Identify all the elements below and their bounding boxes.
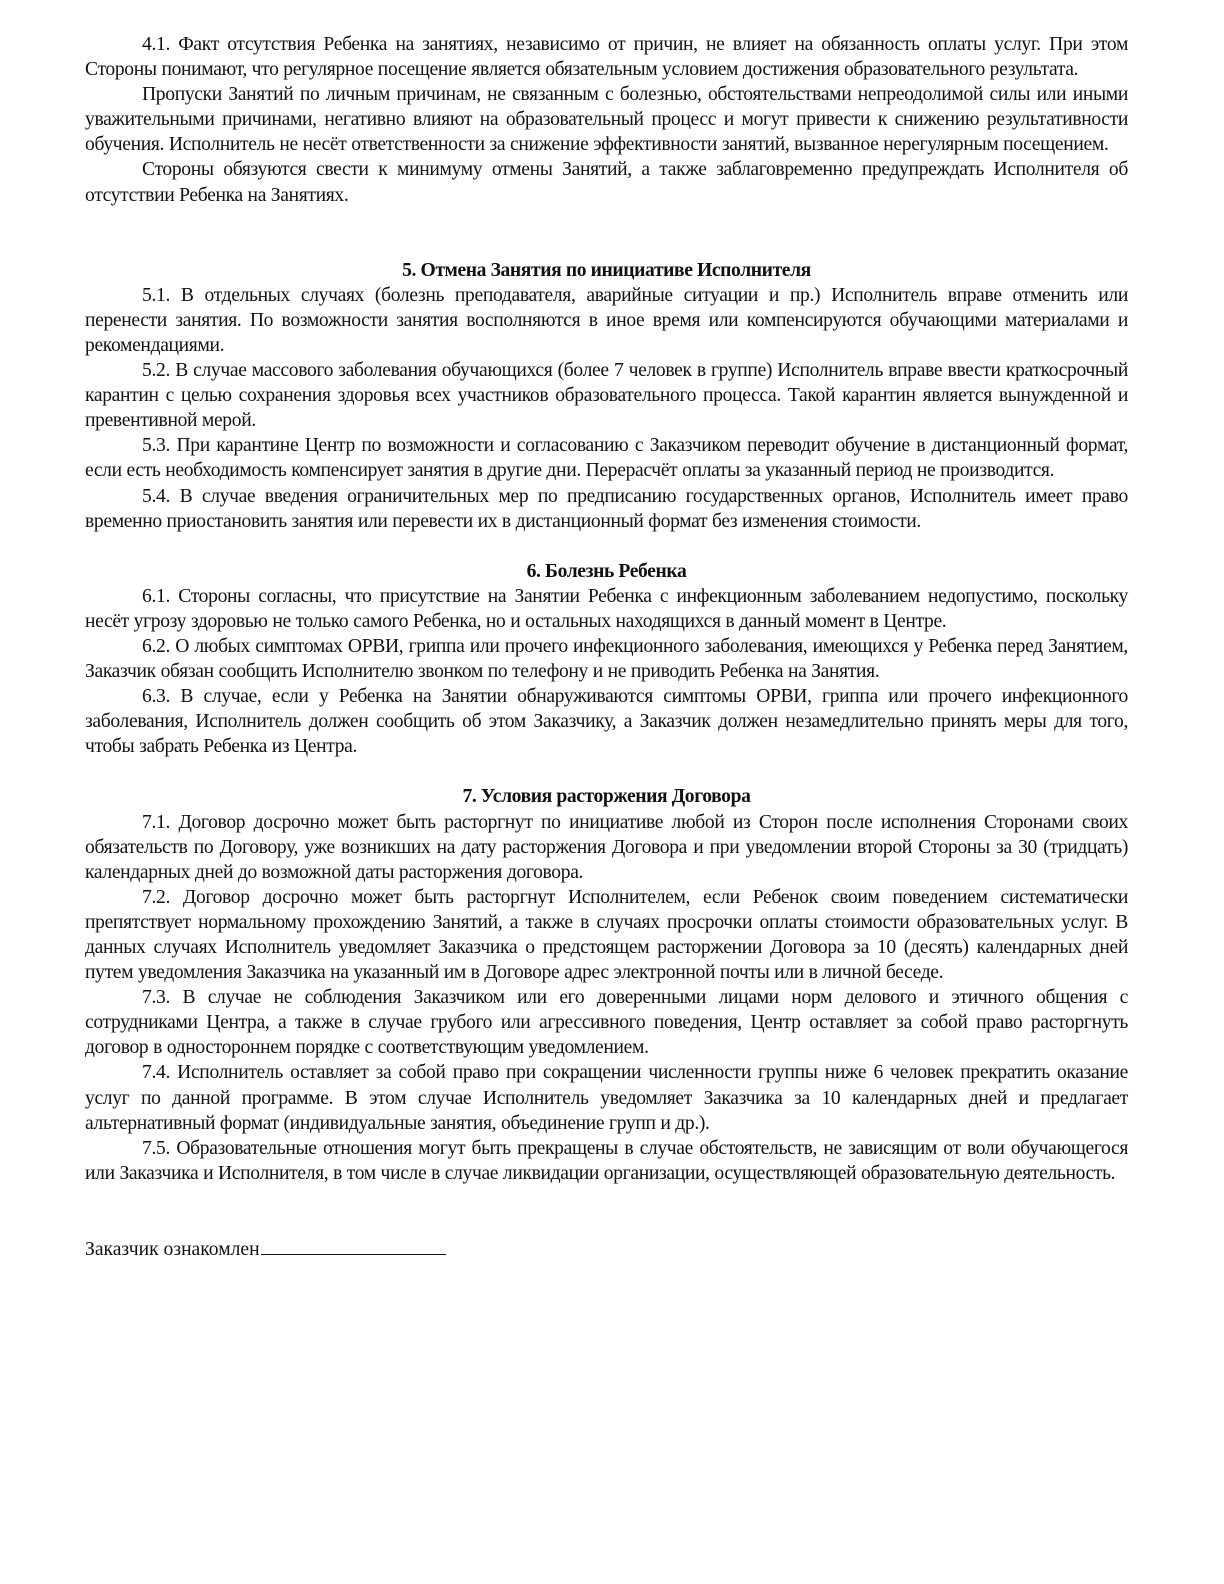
spacer bbox=[85, 1186, 1128, 1236]
section-5-cancellation-by-executor bbox=[85, 258, 1128, 534]
clause-7-3: 7.3. В случае не соблюдения Заказчиком или его доверенными лицами норм делового и этичного общения с сотрудниками Центра, а также в случае грубого или агрессивного поведения, Центр оставляет за собой право расторгнуть договор в одностороннем порядке с соответствующим уведомлением. bbox=[85, 987, 1128, 1059]
document-page bbox=[85, 32, 1128, 1262]
section-7-termination bbox=[85, 784, 1128, 1186]
clause-7-2: 7.2. Договор досрочно может быть расторгнут Исполнителем, если Ребенок своим поведением систематически препятствует нормальному прохождению Занятий, а также в случаях просрочки оплаты стоимости образовательных услуг. В данных случаях Исполнитель уведомляет Заказчика о предстоящем расторжении Договора за 10 (десять) календарных дней путем уведомления Заказчика на указанный им в Договоре адрес электронной почты или в личной беседе. bbox=[85, 886, 1128, 984]
spacer bbox=[85, 208, 1128, 258]
clause-7-4: 7.4. Исполнитель оставляет за собой право при сокращении численности группы ниже 6 человек прекратить оказание услуг по данной программе. В этом случае Исполнитель уведомляет Заказчика за 10 календарных дней и предлагает альтернативный формат (индивидуальные занятия, объединение групп и др.). bbox=[85, 1062, 1128, 1134]
spacer bbox=[85, 534, 1128, 559]
acknowledgement-label: Заказчик ознакомлен bbox=[85, 1238, 260, 1260]
clause-4-1-missed-classes: Пропуски Занятий по личным причинам, не связанным с болезнью, обстоятельствами непреодолимой силы или иными уважительными причинами, негативно влияют на образовательный процесс и могут привести к снижению результативности обучения. Исполнитель не несёт ответственности за снижение эффективности занятий, вызванное нерегулярным посещением. bbox=[85, 84, 1128, 156]
clause-5-4: 5.4. В случае введения ограничительных мер по предписанию государственных органов, Исполнитель имеет право временно приостановить занятия или перевести их в дистанционный формат без изменения стоимости. bbox=[85, 485, 1128, 532]
section-7-heading: 7. Условия расторжения Договора bbox=[462, 786, 751, 808]
section-6-heading: 6. Болезнь Ребенка bbox=[526, 560, 687, 582]
section-5-heading: 5. Отмена Занятия по инициативе Исполнителя bbox=[402, 259, 811, 281]
clause-4-1: 4.1. Факт отсутствия Ребенка на занятиях, независимо от причин, не влияет на обязанность оплаты услуг. При этом Стороны понимают, что регулярное посещение является обязательным условием достижения образовательного результата. bbox=[85, 34, 1128, 81]
customer-acknowledgement bbox=[85, 1236, 1128, 1262]
spacer bbox=[85, 759, 1128, 784]
clause-4-1-minimize-cancellations: Стороны обязуются свести к минимуму отмены Занятий, а также заблаговременно предупреждать Исполнителя об отсутствии Ребенка на Занятиях. bbox=[85, 159, 1128, 206]
signature-blank-line[interactable] bbox=[261, 1236, 446, 1255]
section-6-child-illness bbox=[85, 559, 1128, 760]
clause-7-5: 7.5. Образовательные отношения могут быть прекращены в случае обстоятельств, не зависящим от воли обучающегося или Заказчика и Исполнителя, в том числе в случае ликвидации организации, осуществляющей образовательную деятельность. bbox=[85, 1137, 1128, 1184]
clause-5-1: 5.1. В отдельных случаях (болезнь преподавателя, аварийные ситуации и пр.) Исполнитель вправе отменить или перенести занятия. По возможности занятия восполняются в иное время или компенсируются обучающими материалами и рекомендациями. bbox=[85, 284, 1128, 356]
clause-6-2: 6.2. О любых симптомах ОРВИ, гриппа или прочего инфекционного заболевания, имеющихся у Ребенка перед Занятием, Заказчик обязан сообщить Исполнителю звонком по телефону и не приводить Ребенка на Занятия. bbox=[85, 635, 1128, 683]
clause-6-3: 6.3. В случае, если у Ребенка на Занятии обнаруживаются симптомы ОРВИ, гриппа или прочего инфекционного заболевания, Исполнитель должен сообщить об этом Заказчику, а Заказчик должен незамедлительно принять меры для того, чтобы забрать Ребенка из Центра. bbox=[85, 686, 1128, 758]
clause-5-2: 5.2. В случае массового заболевания обучающихся (более 7 человек в группе) Исполнитель вправе ввести краткосрочный карантин с целью сохранения здоровья всех участников образовательного процесса. Такой карантин является вынужденной и превентивной мерой. bbox=[85, 360, 1128, 432]
section-4-attendance bbox=[85, 32, 1128, 208]
clause-6-1: 6.1. Стороны согласны, что присутствие на Занятии Ребенка с инфекционным заболеванием недопустимо, поскольку несёт угрозу здоровью не только самого Ребенка, но и остальных находящихся в данный момент в Центре. bbox=[85, 585, 1128, 632]
clause-7-1: 7.1. Договор досрочно может быть расторгнут по инициативе любой из Сторон после исполнения Сторонами своих обязательств по Договору, уже возникших на дату расторжения Договора и при уведомлении второй Стороны за 30 (тридцать) календарных дней до возможной даты расторжения договора. bbox=[85, 811, 1128, 883]
clause-5-3: 5.3. При карантине Центр по возможности и согласованию с Заказчиком переводит обучение в дистанционный формат, если есть необходимость компенсирует занятия в другие дни. Перерасчёт оплаты за указанный период не производится. bbox=[85, 435, 1128, 482]
